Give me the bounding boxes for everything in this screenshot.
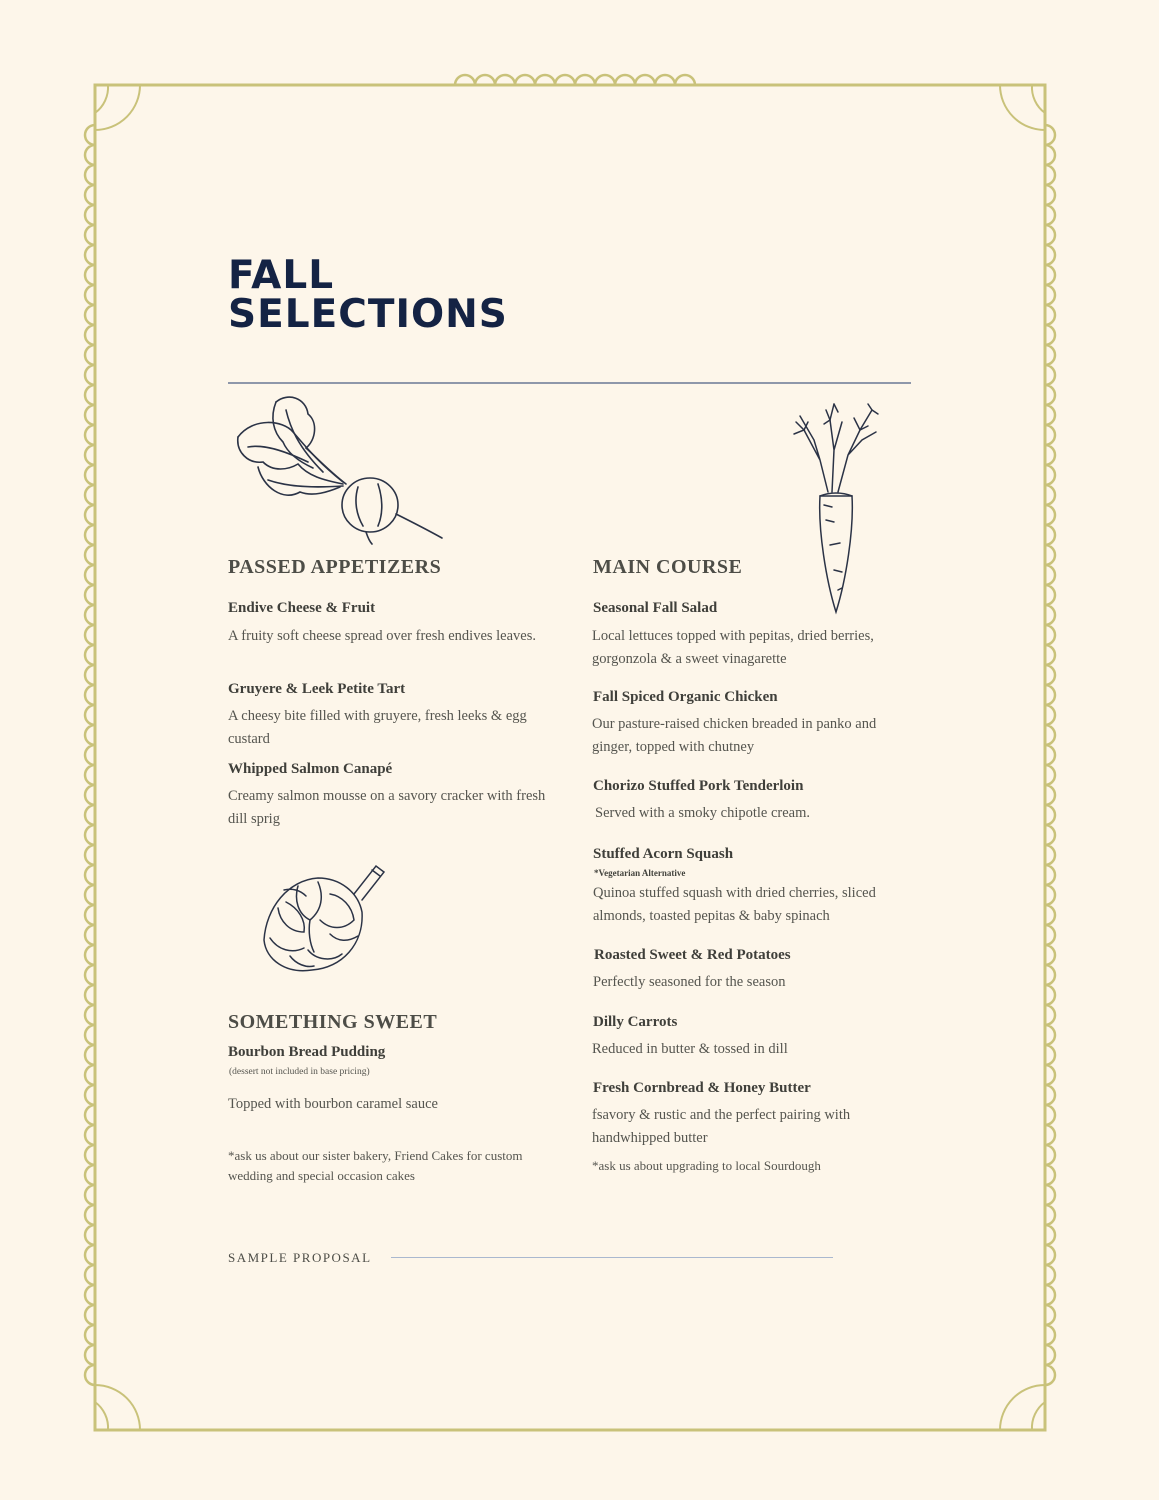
main-course-heading: MAIN COURSE	[593, 556, 743, 578]
appetizer-name: Whipped Salmon Canapé	[228, 761, 393, 777]
dessert-desc: Topped with bourbon caramel sauce	[228, 1096, 438, 1112]
bakery-footnote: *ask us about our sister bakery, Friend Cakes for custom wedding and special occasion cakes	[228, 1148, 523, 1183]
main-item-name: Fresh Cornbread & Honey Butter	[593, 1080, 811, 1096]
footer-divider	[391, 1257, 833, 1258]
beet-icon	[228, 392, 448, 544]
page-title	[228, 253, 508, 337]
appetizers-heading: PASSED APPETIZERS	[228, 556, 442, 578]
main-item-desc: Served with a smoky chipotle cream.	[595, 805, 811, 821]
main-item-desc: Quinoa stuffed squash with dried cherries, sliced almonds, toasted pepitas & baby spinach	[593, 885, 876, 924]
appetizer-desc: A fruity soft cheese spread over fresh endives leaves.	[228, 628, 537, 644]
vegetarian-note: *Vegetarian Alternative	[594, 868, 686, 878]
main-item-desc: Reduced in butter & tossed in dill	[592, 1041, 788, 1057]
main-item-name: Roasted Sweet & Red Potatoes	[594, 947, 791, 963]
sample-proposal-label: SAMPLE PROPOSAL	[228, 1250, 372, 1265]
appetizer-desc: A cheesy bite filled with gruyere, fresh leeks & egg custard	[228, 708, 527, 747]
sweet-heading: SOMETHING SWEET	[228, 1011, 438, 1033]
main-item-name: Stuffed Acorn Squash	[593, 846, 734, 862]
artichoke-icon	[258, 860, 390, 978]
main-item-desc: Local lettuces topped with pepitas, dried berries, gorgonzola & a sweet vinagarette	[592, 628, 874, 667]
appetizer-name: Endive Cheese & Fruit	[228, 600, 376, 616]
dessert-name: Bourbon Bread Pudding	[228, 1044, 386, 1060]
main-item-name: Seasonal Fall Salad	[593, 600, 718, 616]
main-item-name: Dilly Carrots	[593, 1014, 678, 1030]
dessert-note: (dessert not included in base pricing)	[229, 1067, 370, 1077]
main-item-name: Fall Spiced Organic Chicken	[593, 689, 778, 705]
main-item-desc: Our pasture-raised chicken breaded in panko and ginger, topped with chutney	[592, 716, 877, 755]
main-item-name: Chorizo Stuffed Pork Tenderloin	[593, 778, 804, 794]
main-item-desc: fsavory & rustic and the perfect pairing with handwhipped butter	[592, 1107, 851, 1146]
main-item-desc: Perfectly seasoned for the season	[593, 974, 786, 990]
title-line-2: SELECTIONS	[228, 292, 508, 337]
title-line-1: FALL	[228, 253, 335, 298]
appetizer-name: Gruyere & Leek Petite Tart	[228, 681, 406, 697]
title-divider	[228, 382, 911, 384]
carrot-icon	[790, 400, 880, 618]
sourdough-footnote: *ask us about upgrading to local Sourdough	[592, 1158, 821, 1173]
appetizer-desc: Creamy salmon mousse on a savory cracker with fresh dill sprig	[228, 788, 546, 827]
